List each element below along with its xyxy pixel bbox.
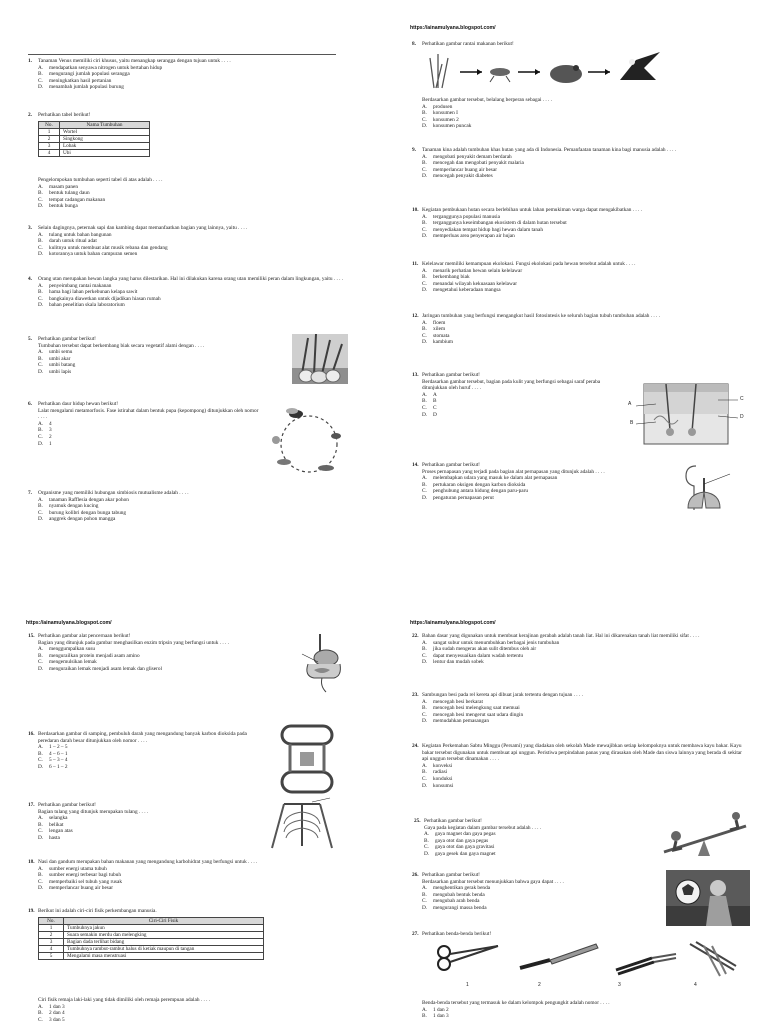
skin-label-b: B [630,420,634,426]
skin-label-d: D [740,414,744,420]
question-18: 18. Nasi dan gandum merupakan bahan makanan yang mengandung karbohidrat yang berfungsi untuk . . . . A. sumber energi utama tubuh B. sumber energi terbesar bagi tubuh C. memperbaiki sel tubuh yang rusak D. memperlancar buang air besar [28,859,258,892]
tool-label-2: 2 [538,982,541,988]
question-10: 10. Kegiatan pembukaan hutan secara berlebihan untuk lahan pemukiman warga dapat mengakibatkan . . . . A. terganggunya populasi manusia B. terganggunya keseimbangan ekosistem di dalam hutan tersebut C. menyediakan tempat hidup bagi hewan dalam tanah D. memperluas area penyerapan air hujan [412,207,642,240]
question-27-options: Benda-benda tersebut yang termasuk ke dalam kelompok pengungkit adalah nomor . . . . A. 1 dan 2 B. 1 dan 3 [422,1000,610,1020]
tweezers-icon [690,942,736,976]
tool-label-3: 3 [618,982,621,988]
question-6: 6. Perhatikan daur hidup hewan berikut! Lalat mengalami metamorfosis. Fase istirahat dalam bentuk pupa (kepompong) ditunjukkan oleh nomor . . . . A. 4 B. 3 C. 2 D. 1 [28,401,259,447]
question-12: 12. Jaringan tumbuhan yang berfungsi mengangkut hasil fotosintesis ke seluruh bagian tubuh tumbuhan adalah . . . . A. floem B. xilem C. stomata D. kambium [412,313,661,346]
question-11: 11. Kelelawar memiliki kemampuan ekolokasi. Fungsi ekolokasi pada hewan tersebut adalah untuk . . . . A. menarik perhatian hewan selain kelelawar B. berkembang biak C. menandai wilayah kekuasaan kelelawar D. mengetahui keberadaan mangsa [412,261,636,294]
question-1: 1. Tanaman Venus memiliki ciri khusus, yaitu menangkap serangga dengan tujuan untuk . . . . A. mendapatkan senyawa nitrogen untuk bertahan hidup B. mengurangi jumlah populasi serangga C. meningkatkan hasil pertanian D. menambah jumlah populasi burung [28,58,231,91]
question-9: 9. Tanaman kina adalah tumbuhan khas hutan yang ada di Indonesia. Pemanfaatan tanaman kina bagi manusia adalah . . . . A. mengobati penyakit demam berdarah B. mencegah dan mengobati penyakit malaria C. memperlancar buang air besar D. mencegah penyakit diabetes [412,147,677,180]
tool-label-4: 4 [694,982,697,988]
question-2: 2. Perhatikan tabel berikut! [28,112,91,118]
tool-label-1: 1 [466,982,469,988]
question-19: 19. Berikut ini adalah ciri-ciri fisik perkembangan manusia. [28,908,157,914]
question-16: 16. Berdasarkan gambar di samping, pembuluh darah yang mengandung banyak karbon dioksida pada peredaran darah besar ditunjukkan oleh nomor . . . . A. 1 – 2 – 5 B. 4 – 6 – 1 C. 5 – 3 – 4 D. 6 – 1 – 2 [28,731,247,770]
page-4 [384,512,768,1024]
question-17: 17. Perhatikan gambar berikut! Bagian tulang yang ditunjuk merupakan tulang . . . . A. selangka B. belikat C. lengan atas D. hasta [28,802,149,841]
blood-circulation-diagram [266,722,348,796]
soccer-header-photo [666,870,750,926]
page-1 [0,0,384,523]
skin-cross-section-diagram [626,380,750,446]
header-url: https://ainamulyana.blogspot.com/ [410,620,496,626]
question-14: 14. Perhatikan gambar berikut! Proses pernapasan yang terjadi pada bagian alat pernapasan yang ditunjuk adalah . . . . A. melembapkan udara yang masuk ke dalam alat pernapasan B. pertukaran oksigen dengan karbon dioksida C. penghubung antara hidung dengan paru-paru D. pengaturan pernapasan perut [412,462,605,501]
question-27: 27. Perhatikan benda-benda berikut! [412,931,492,937]
header-url: https://ainamulyana.blogspot.com/ [26,620,112,626]
question-5: 5. Perhatikan gambar berikut! Tumbuhan tersebut dapat berkembang biak secara vegetatif alami dengan . . . . A. umbi semu B. umbi akar C. umbi batang D. umbi lapis [28,336,205,375]
question-3: 3. Selain dagingnya, peternak sapi dan kambing dapat memanfaatkan bagian yang lainnya, yaitu . . . . A. tulang untuk bahan bangunan B. darah untuk ritual adat C. kulitnya untuk membuat alat musik rebana dan gendang D. kotorannya untuk bahan campuran semen [28,225,248,258]
onion-plant-photo [292,334,348,384]
question-23: 23. Sambungan besi pada rel kereta api dibuat jarak tertentu dengan tujuan . . . . A. mencegah besi berkarat B. mencegah besi melengkung saat memuai C. mencegah besi mengerut saat udara dingin D. memudahkan pemasangan [412,692,583,725]
question-22: 22. Bahan dasar yang digunakan untuk membuat kerajinan gerabah adalah tanah liat. Hal ini dikarenakan tanah liat memiliki sifat . . . . A. sangat subur untuk menumbuhkan berbagai jenis tumbuhan B. jika sudah mengeras akan sulit ditembus oleh air C. dapat menyesuaikan dalam wadah tertentu D. lentur dan mudah sobek [412,633,700,666]
question-7: 7. Organisme yang memiliki hubungan simbiosis mutualisme adalah . . . . A. tanaman Rafflesia dengan akar pohon B. nyamuk dengan kucing C. burung kolibri dengan bunga tabung D. anggrek dengan pohon mangga [28,490,189,523]
knife-icon [520,944,598,968]
question-19-options: Ciri fisik remaja laki-laki yang tidak dimiliki oleh remaja perempuan adalah . . . . A. 1 dan 3 B. 2 dan 4 C. 3 dan 5 [38,997,211,1023]
question-8-options: Berdasarkan gambar tersebut, belalang berperan sebagai . . . . A. produsen B. konsumen I C. konsumen 2 D. konsumen puncak [422,97,553,130]
top-rule [28,54,336,55]
scissors-icon [438,946,498,970]
skin-label-c: C [740,396,744,402]
food-chain-diagram [426,50,662,92]
question-4: 4. Orang utan merupakan hewan langka yang harus dilestarikan. Hal ini dilakukan karena orang utan memiliki peran dalam lingkungan, yaitu . . . . A. penyeimbang rantai makanan B. hama bagi lahan perkebunan kelapa sawit C. bangkainya diawetkan untuk dijadikan hiasan rumah D. bahan penelitian skala laboratorium [28,276,344,309]
physical-traits-table: No. Ciri-Ciri Fisik 1 Tumbuhnya jakun 2 Suara semakin merdu dan melengking 3 Bagian dada terlihat bidang 4 Tumbuhnya rambut-rambut halus di ketiak maupun di tangan 5 Mengalami masa menstruasi [38,917,264,960]
respiratory-system-diagram [674,464,734,510]
seesaw-photo [658,812,750,862]
page-3 [0,512,384,1024]
skeleton-ribcage-diagram [266,798,338,856]
page-2 [384,0,768,512]
question-13: 13. Perhatikan gambar berikut! Berdasarkan gambar tersebut, bagian pada kulit yang berfungsi sebagai saraf peraba ditunjukkan oleh huruf . . . . A. A B. B C. C D. D [412,372,601,418]
question-26: 26. Perhatikan gambar berikut! Berdasarkan gambar tersebut menunjukkan bahwa gaya dapat . . . . A. menghentikan gerak benda B. mengubah bentuk benda C. mengubah arah benda D. mengurangi massa benda [412,872,564,911]
question-2-options: Pengelompokan tumbuhan seperti tabel di atas adalah . . . . A. masam panen B. bentuk tulang daun C. tempat cadangan makanan D. bentuk bunga [38,177,163,210]
skin-label-a: A [628,401,632,407]
question-25: 25. Perhatikan gambar berikut! Gaya pada kegiatan dalam gambar tersebut adalah . . . . A. gaya magnet dan gaya pegas B. gaya otot dan gaya pegas C. gaya otot dan gaya gravitasi D. gaya gesek dan gaya magnet [414,818,542,857]
question-15: 15. Perhatikan gambar alat pencernaan berikut! Bagian yang ditunjuk pada gambar menghasilkan enzim tripsin yang berfungsi untuk . . . . A. menggumpalkan susu B. mengurailkan protein menjadi asam amino C. mengemulsikan lemak D. menguraikan lemak menjadi asam lemak dan gliserol [28,633,229,672]
pliers-icon [616,954,676,974]
question-8: 8. Perhatikan gambar rantai makanan berikut! [412,41,514,47]
plant-table: No. Nama Tumbuhan 1 Wortel 2 Singkong 3 Lobak 4 Ubi [38,121,150,157]
fly-life-cycle-diagram [268,404,350,478]
question-24: 24. Kegiatan Perkemahan Sabtu Minggu (Persami) yang diadakan oleh sekolah Made mewajibkan setiap kelompoknya untuk membawa kayu bakar. Kayu bakar tersebut digunakan untuk membuat api unggun. Peristiwa perpindahan panas yang dirasakan oleh Made dan siswa lainnya yang berada di sekitar api unggun tersebut dinamakan . . . . A. konveksi B. radiasi C. konduksi D. konsumsi [412,743,742,789]
header-url: https://ainamulyana.blogspot.com/ [410,25,496,31]
digestive-system-diagram [300,634,346,694]
tools-figure [420,940,740,980]
